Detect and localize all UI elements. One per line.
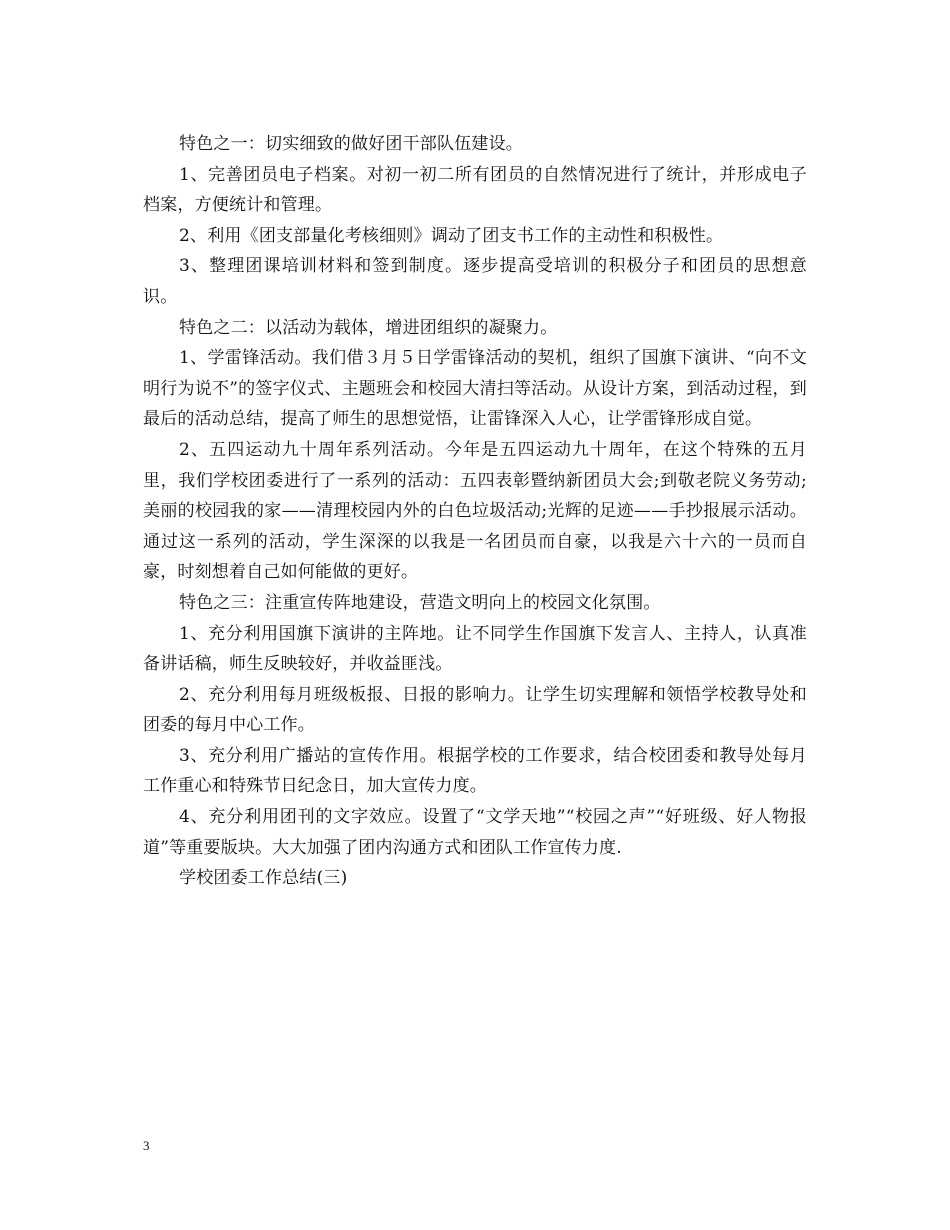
paragraph-feature-2-item-1: 1、学雷锋活动。我们借３月５日学雷锋活动的契机，组织了国旗下演讲、“向不文明行为说不”的签字仪式、主题班会和校园大清扫等活动。从设计方案，到活动过程，到最后的活动总结，提高了师生的思想觉悟，让雷锋深入人心，让学雷锋形成自觉。 [143,348,807,430]
page-number: 3 [143,1138,150,1153]
paragraph-feature-2-item-2: 2、五四运动九十周年系列活动。今年是五四运动九十周年，在这个特殊的五月里，我们学校团委进行了一系列的活动：五四表彰暨纳新团员大会;到敬老院义务劳动;美丽的校园我的家——清理校园内外的白色垃圾活动;光辉的足迹——手抄报展示活动。通过这一系列的活动，学生深深的以我是一名团员而自豪，以我是六十六的一员而自豪，时刻想着自己如何能做的更好。 [143,439,807,583]
paragraph-feature-3-item-4: 4、充分利用团刊的文字效应。设置了“文学天地”“校园之声”“好班级、好人物报道”等重要版块。大大加强了团内沟通方式和团队工作宣传力度. [143,807,807,858]
paragraph-feature-2-heading: 特色之二：以活动为载体，增进团组织的凝聚力。 [179,317,558,338]
paragraph-feature-1-heading: 特色之一：切实细致的做好团干部队伍建设。 [179,134,523,154]
paragraph-feature-1-item-3: 3、整理团课培训材料和签到制度。逐步提高受培训的积极分子和团员的思想意识。 [143,256,807,307]
paragraph-feature-3-heading: 特色之三：注重宣传阵地建设，营造文明向上的校园文化氛围。 [179,592,661,613]
paragraph-feature-1-item-2: 2、利用《团支部量化考核细则》调动了团支书工作的主动性和积极性。 [179,225,724,246]
paragraph-feature-3-item-1: 1、充分利用国旗下演讲的主阵地。让不同学生作国旗下发言人、主持人，认真准备讲话稿，师生反映较好，并收益匪浅。 [143,623,807,675]
document-body [143,129,807,894]
paragraph-feature-3-item-3: 3、充分利用广播站的宣传作用。根据学校的工作要求，结合校团委和教导处每月工作重心和特殊节日纪念日，加大宣传力度。 [143,745,807,797]
paragraph-feature-3-item-2: 2、充分利用每月班级板报、日报的影响力。让学生切实理解和领悟学校教导处和团委的每月中心工作。 [143,684,807,736]
paragraph-feature-1-item-1: 1、完善团员电子档案。对初一初二所有团员的自然情况进行了统计，并形成电子档案，方便统计和管理。 [143,164,807,216]
section-title: 学校团委工作总结(三) [179,868,348,889]
